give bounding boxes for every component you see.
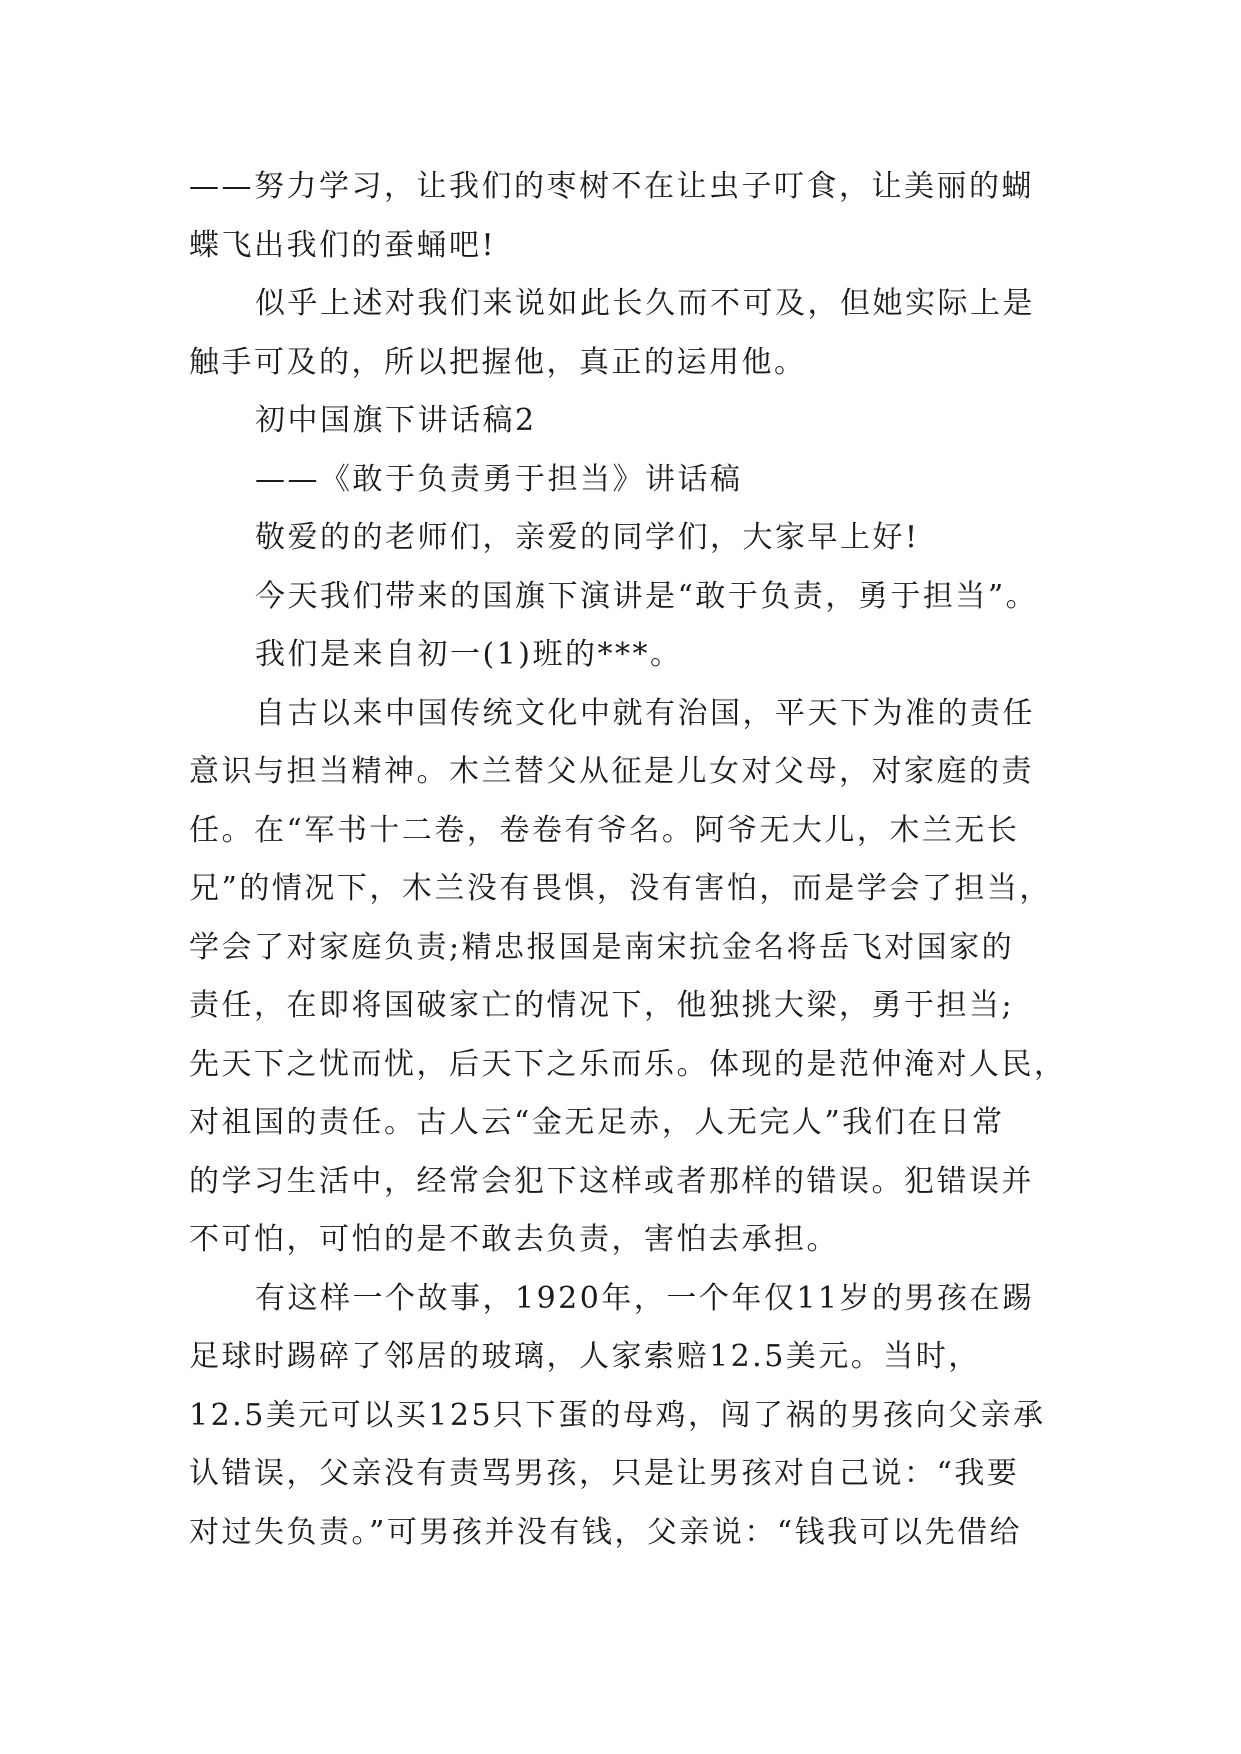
paragraph-line: 意识与担当精神。木兰替父从征是儿女对父母，对家庭的责 <box>189 754 1034 789</box>
paragraph-line: 蝶飞出我们的蚕蛹吧! <box>189 227 497 263</box>
paragraph-line: 先天下之忧而忧，后天下之乐而乐。体现的是范仲淹对人民， <box>189 1046 1067 1082</box>
paragraph-line: ——努力学习，让我们的枣树不在让虫子叮食，让美丽的蝴 <box>189 169 1034 204</box>
section-subtitle: ——《敢于负责勇于担当》讲话稿 <box>255 461 743 497</box>
paragraph-line: 今天我们带来的国旗下演讲是“敢于负责，勇于担当”。 <box>255 578 1039 614</box>
document-body <box>189 158 1069 1562</box>
paragraph-line: 触手可及的，所以把握他，真正的运用他。 <box>189 344 807 380</box>
paragraph-line: 对过失负责。”可男孩并没有钱，父亲说：“钱我可以先借给 <box>189 1514 1023 1550</box>
paragraph-line: 似乎上述对我们来说如此长久而不可及，但她实际上是 <box>255 286 1035 321</box>
section-title: 初中国旗下讲话稿2 <box>255 403 537 438</box>
paragraph-line: 12.5美元可以买125只下蛋的母鸡，闯了祸的男孩向父亲承 <box>189 1397 1046 1433</box>
paragraph-line: 责任，在即将国破家亡的情况下，他独挑大梁，勇于担当; <box>189 988 1015 1023</box>
paragraph-line: 足球时踢碎了邻居的玻璃，人家索赔12.5美元。当时， <box>189 1339 981 1374</box>
paragraph-line: 有这样一个故事，1920年，一个年仅11岁的男孩在踢 <box>255 1280 1035 1316</box>
greeting-line: 敬爱的的老师们，亲爱的同学们，大家早上好! <box>255 520 920 555</box>
paragraph-line: 我们是来自初一(1)班的***。 <box>255 637 683 672</box>
paragraph-line: 对祖国的责任。古人云“金无足赤，人无完人”我们在日常 <box>189 1105 1005 1140</box>
paragraph-line: 不可怕，可怕的是不敢去负责，害怕去承担。 <box>189 1222 839 1257</box>
paragraph-line: 自古以来中国传统文化中就有治国，平天下为准的责任 <box>255 695 1035 731</box>
paragraph-line: 任。在“军书十二卷，卷卷有爷名。阿爷无大儿，木兰无长 <box>189 812 1020 848</box>
paragraph-line: 兄”的情况下，木兰没有畏惧，没有害怕，而是学会了担当， <box>189 871 1052 906</box>
paragraph-line: 的学习生活中，经常会犯下这样或者那样的错误。犯错误并 <box>189 1163 1034 1199</box>
paragraph-line: 认错误，父亲没有责骂男孩，只是让男孩对自己说：“我要 <box>189 1456 1020 1491</box>
paragraph-line: 学会了对家庭负责;精忠报国是南宋抗金名将岳飞对国家的 <box>189 929 1015 965</box>
